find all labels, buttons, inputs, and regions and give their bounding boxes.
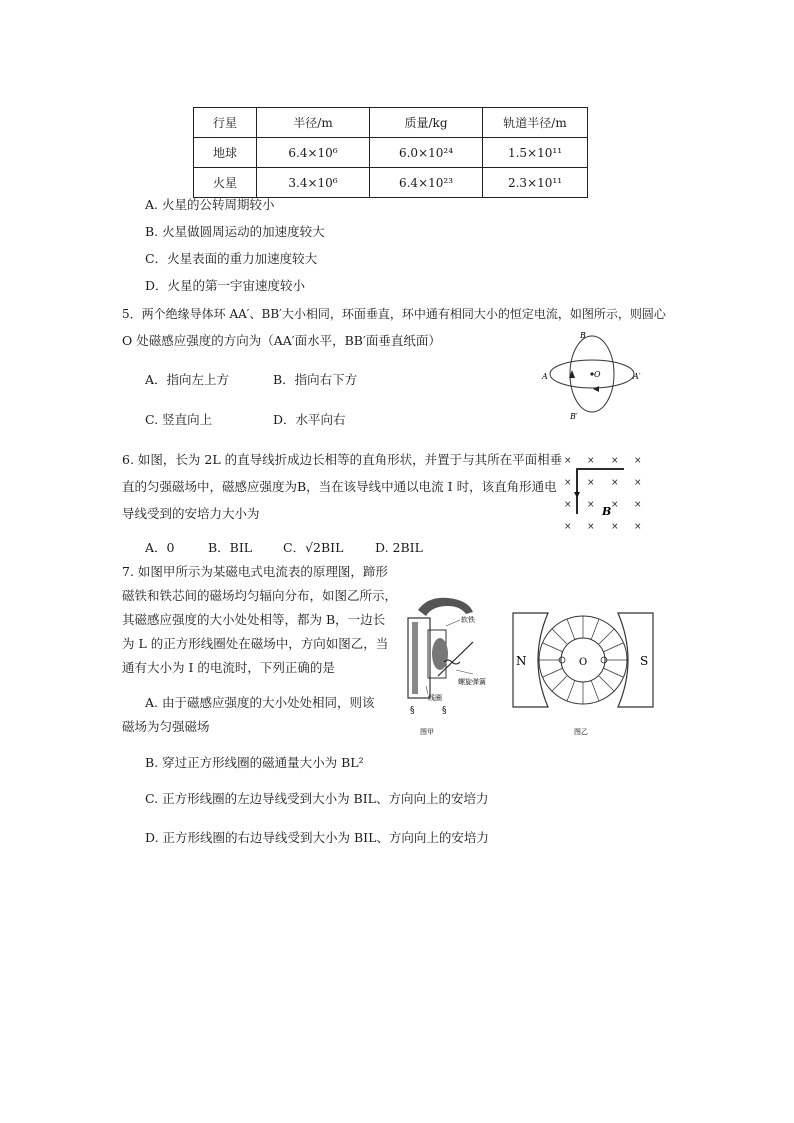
table-header: 行星	[194, 108, 257, 138]
label-o: O	[594, 370, 601, 379]
svg-text:×: ×	[587, 522, 595, 532]
q5-rings-figure	[535, 328, 645, 420]
table-cell: 火星	[194, 168, 257, 198]
svg-text:×: ×	[611, 500, 619, 510]
iron-core	[432, 638, 448, 670]
table-row	[194, 168, 588, 198]
table-header: 质量/kg	[370, 108, 483, 138]
label-b: B	[580, 331, 586, 340]
label-coil: 线圈	[428, 694, 442, 702]
svg-text:×: ×	[564, 500, 572, 510]
q7-option-b: B. 穿过正方形线圈的磁通量大小为 BL²	[145, 755, 364, 770]
label-a: A	[542, 372, 548, 381]
svg-text:×: ×	[564, 522, 572, 532]
q4-option-b: B. 火星做圆周运动的加速度较大	[145, 224, 325, 239]
terminal-right: §	[442, 706, 447, 716]
current-arrow	[593, 386, 599, 392]
table-cell: 6.4×10²³	[370, 168, 483, 198]
table-header: 轨道半径/m	[483, 108, 588, 138]
q6-option-d: D. 2BIL	[375, 540, 423, 555]
q7-stem-line4: 为 L 的正方形线圈处在磁场中，方向如图乙，当	[122, 636, 389, 651]
svg-text:×: ×	[634, 522, 642, 532]
table-row	[194, 138, 588, 168]
q7-option-c: C. 正方形线圈的左边导线受到大小为 BIL、方向向上的安培力	[145, 791, 489, 806]
magnet-left	[408, 618, 430, 698]
label-n: N	[516, 654, 527, 668]
q7-stem-line1: 7. 如图甲所示为某磁电式电流表的原理图，蹄形	[122, 564, 388, 579]
q7-figure-jia	[398, 590, 518, 740]
q7-option-a-line1: A. 由于磁感应强度的大小处处相同，则该	[145, 695, 375, 710]
svg-text:×: ×	[611, 456, 619, 466]
svg-text:×: ×	[587, 456, 595, 466]
q5-option-d: D．水平向右	[273, 412, 346, 427]
q5-option-a: A．指向左上方	[145, 372, 230, 387]
q6-option-a: A．0	[145, 540, 175, 555]
svg-text:×: ×	[611, 478, 619, 488]
table-cell: 3.4×10⁶	[257, 168, 370, 198]
svg-text:×: ×	[634, 500, 642, 510]
magnet-top	[418, 598, 473, 616]
label-a-prime: A′	[633, 372, 641, 381]
label-b: B	[602, 505, 612, 518]
q7-stem-line2: 磁铁和铁芯间的磁场均匀辐向分布，如图乙所示，	[122, 588, 398, 603]
table-cell: 1.5×10¹¹	[483, 138, 588, 168]
q7-figure-yi	[508, 605, 658, 740]
q4-option-c: C．火星表面的重力加速度较大	[145, 251, 318, 266]
q5-option-b: B．指向右下方	[273, 372, 358, 387]
q4-option-a: A. 火星的公转周期较小	[145, 197, 275, 212]
current-arrow	[574, 492, 580, 498]
q7-stem-line5: 通有大小为 I 的电流时，下列正确的是	[122, 660, 335, 675]
q5-stem-line1: 5．两个绝缘导体环 AA′、BB′大小相同，环面垂直，环中通有相同大小的恒定电流，如图所示，则圆心	[122, 307, 666, 321]
table-cell: 地球	[194, 138, 257, 168]
q6-stem-line3: 导线受到的安培力大小为	[122, 506, 260, 521]
q6-field-figure	[558, 450, 648, 538]
svg-text:×: ×	[564, 478, 572, 488]
table-cell: 6.0×10²⁴	[370, 138, 483, 168]
label-s: S	[640, 654, 649, 668]
q7-option-d: D. 正方形线圈的右边导线受到大小为 BIL、方向向上的安培力	[145, 830, 489, 845]
label-o: O	[579, 657, 588, 668]
table-cell: 2.3×10¹¹	[483, 168, 588, 198]
label-spring: 螺旋弹簧	[458, 678, 486, 686]
q5-stem-line2: O 处磁感应强度的方向为（AA′面水平，BB′面垂直纸面）	[122, 333, 441, 348]
table-cell: 6.4×10⁶	[257, 138, 370, 168]
caption-yi: 图乙	[574, 728, 588, 736]
q4-option-d: D．火星的第一宇宙速度较小	[145, 278, 306, 293]
svg-text:×: ×	[587, 478, 595, 488]
svg-text:×: ×	[611, 522, 619, 532]
table-header-row	[194, 108, 588, 138]
q5-option-c: C. 竖直向上	[145, 412, 213, 427]
q6-option-c: C．√2BIL	[283, 540, 344, 555]
svg-text:×: ×	[634, 478, 642, 488]
svg-text:×: ×	[564, 456, 572, 466]
magnet-left-shade	[412, 622, 418, 694]
label-b-prime: B′	[570, 412, 578, 420]
q7-option-a-line2: 磁场为匀强磁场	[122, 719, 210, 734]
terminal-left: §	[410, 706, 415, 716]
planet-table	[193, 107, 588, 198]
q7-stem-line3: 其磁感应强度的大小处处相等，都为 B，一边长	[122, 612, 386, 627]
q6-option-b: B．BIL	[208, 540, 253, 555]
q6-stem-line2: 直的匀强磁场中，磁感应强度为B，当在该导线中通以电流 I 时，该直角形通电	[122, 479, 557, 494]
svg-text:×: ×	[634, 456, 642, 466]
q6-stem-line1: 6. 如图，长为 2L 的直导线折成边长相等的直角形状，并置于与其所在平面相垂	[122, 452, 563, 467]
caption-jia: 图甲	[420, 728, 434, 736]
svg-text:×: ×	[587, 500, 595, 510]
label-iron: 软铁	[461, 616, 475, 624]
table-header: 半径/m	[257, 108, 370, 138]
